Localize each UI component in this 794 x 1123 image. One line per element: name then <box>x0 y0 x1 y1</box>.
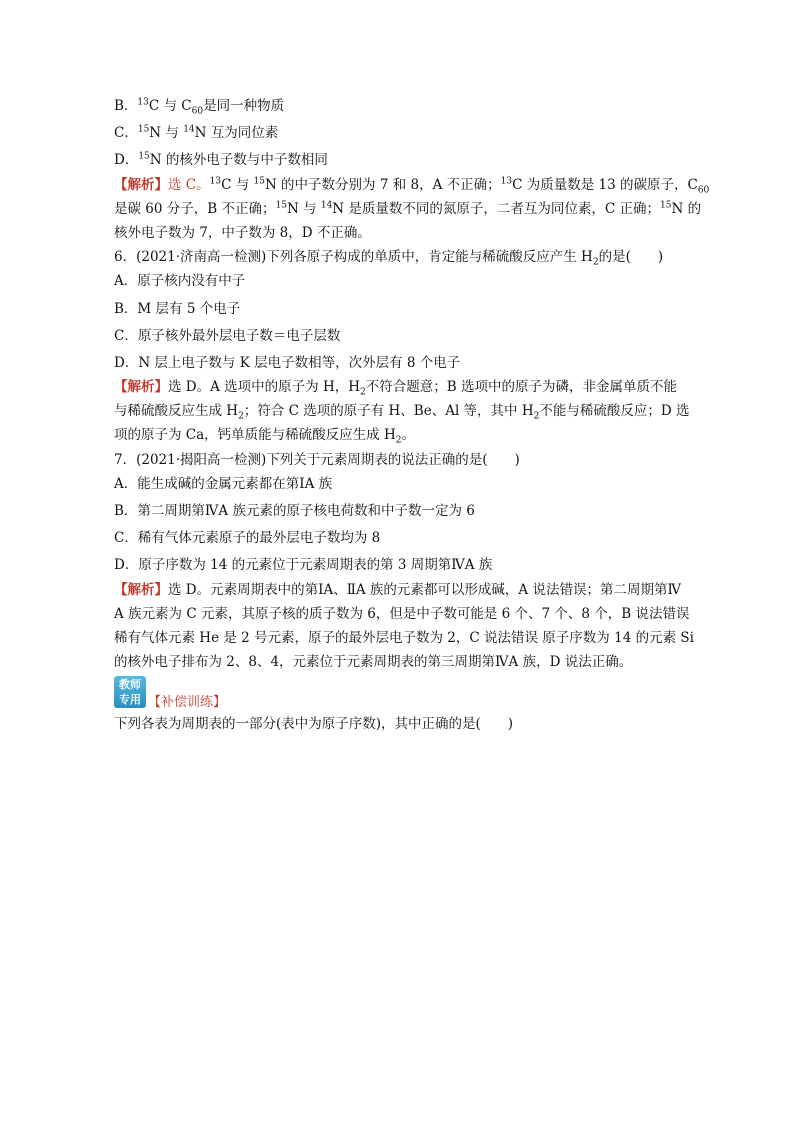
q5-analysis-line-1: 【解析】选 C。$^{13}$C 与 $^{15}$N 的中子数分别为 7 和 8，A 不正确；$^{13}$C 为质量数是 13 的碳原子，$C_{60}$ <box>114 176 710 196</box>
q7-option-d: D．原子序数为 14 的元素位于元素周期表的第 3 周期第ⅣA 族 <box>114 557 493 574</box>
q5-analysis-line-3: 核外电子数为 7，中子数为 8，D 不正确。 <box>114 224 371 241</box>
q7-analysis-line-1: 【解析】选 D。元素周期表中的第ⅠA、ⅡA 族的元素都可以形成碱，A 说法错误；第二周期第Ⅳ <box>114 581 681 598</box>
q5-option-b: B．$^{13}$C 与 $C_{60}$是同一种物质 <box>114 97 285 117</box>
teacher-only-badge-icon: 教师 专用 <box>114 676 146 708</box>
analysis-tag: 【解析】 <box>114 379 168 396</box>
analysis-tag: 【解析】 <box>114 581 168 598</box>
q7-analysis-line-2: A 族元素为 C 元素，其原子核的质子数为 6，但是中子数可能是 6 个、7 个、8 个，B 说法错误 <box>114 605 690 622</box>
q6-stem: 6．(2021·济南高一检测)下列各原子构成的单质中，肯定能与稀硫酸反应产生 $H_2$的是( ) <box>114 249 664 268</box>
q7-option-a: A．能生成碱的金属元素都在第ⅠA 族 <box>114 475 333 492</box>
q7-stem: 7．(2021·揭阳高一检测)下列关于元素周期表的说法正确的是( ) <box>114 451 520 468</box>
q7-analysis-line-4: 的核外电子排布为 2、8、4，元素位于元素周期表的第三周期第ⅣA 族，D 说法正确。 <box>114 654 633 671</box>
q6-option-b: B．M 层有 5 个电子 <box>114 300 241 317</box>
q6-option-a: A．原子核内没有中子 <box>114 273 246 290</box>
q6-analysis-line-1: 【解析】选 D。A 选项中的原子为 H，$H_2$不符合题意；B 选项中的原子为磷，非金属单质不能 <box>114 379 677 398</box>
q7-analysis-line-3: 稀有气体元素 He 是 2 号元素，原子的最外层电子数为 2，C 说法错误 原子序数为 14 的元素 Si <box>114 629 694 646</box>
compensation-question-stem: 下列各表为周期表的一部分(表中为原子序数)，其中正确的是( ) <box>114 716 514 733</box>
q7-option-b: B．第二周期第ⅣA 族元素的原子核电荷数和中子数一定为 6 <box>114 503 475 519</box>
q6-analysis-line-2: 与稀硫酸反应生成 $H_2$；符合 C 选项的原子有 H、Be、Al 等，其中 $H_2$不能与稀硫酸反应；D 选 <box>114 403 690 422</box>
q5-option-d: D．$^{15}$N 的核外电子数与中子数相同 <box>114 151 328 169</box>
content <box>114 94 710 737</box>
q7-option-c: C．稀有气体元素原子的最外层电子数均为 8 <box>114 530 381 547</box>
teacher-section-header <box>114 674 680 712</box>
q5-analysis-line-2: 是碳 60 分子，B 不正确；$^{15}$N 与 $^{14}$N 是质量数不同的氮原子，二者互为同位素，C 正确；$^{15}$N 的 <box>114 200 702 217</box>
q6-option-c: C．原子核外最外层电子数＝电子层数 <box>114 327 341 344</box>
q6-option-d: D．N 层上电子数与 K 层电子数相等，次外层有 8 个电子 <box>114 354 461 371</box>
q5-option-c: C．$^{15}$N 与 $^{14}$N 互为同位素 <box>114 124 279 142</box>
compensation-training-label: 【补偿训练】 <box>148 695 227 711</box>
q6-analysis-line-3: 项的原子为 Ca，钙单质能与稀硫酸反应生成 $H_2$。 <box>114 427 415 447</box>
analysis-tag: 【解析】 <box>114 176 168 193</box>
